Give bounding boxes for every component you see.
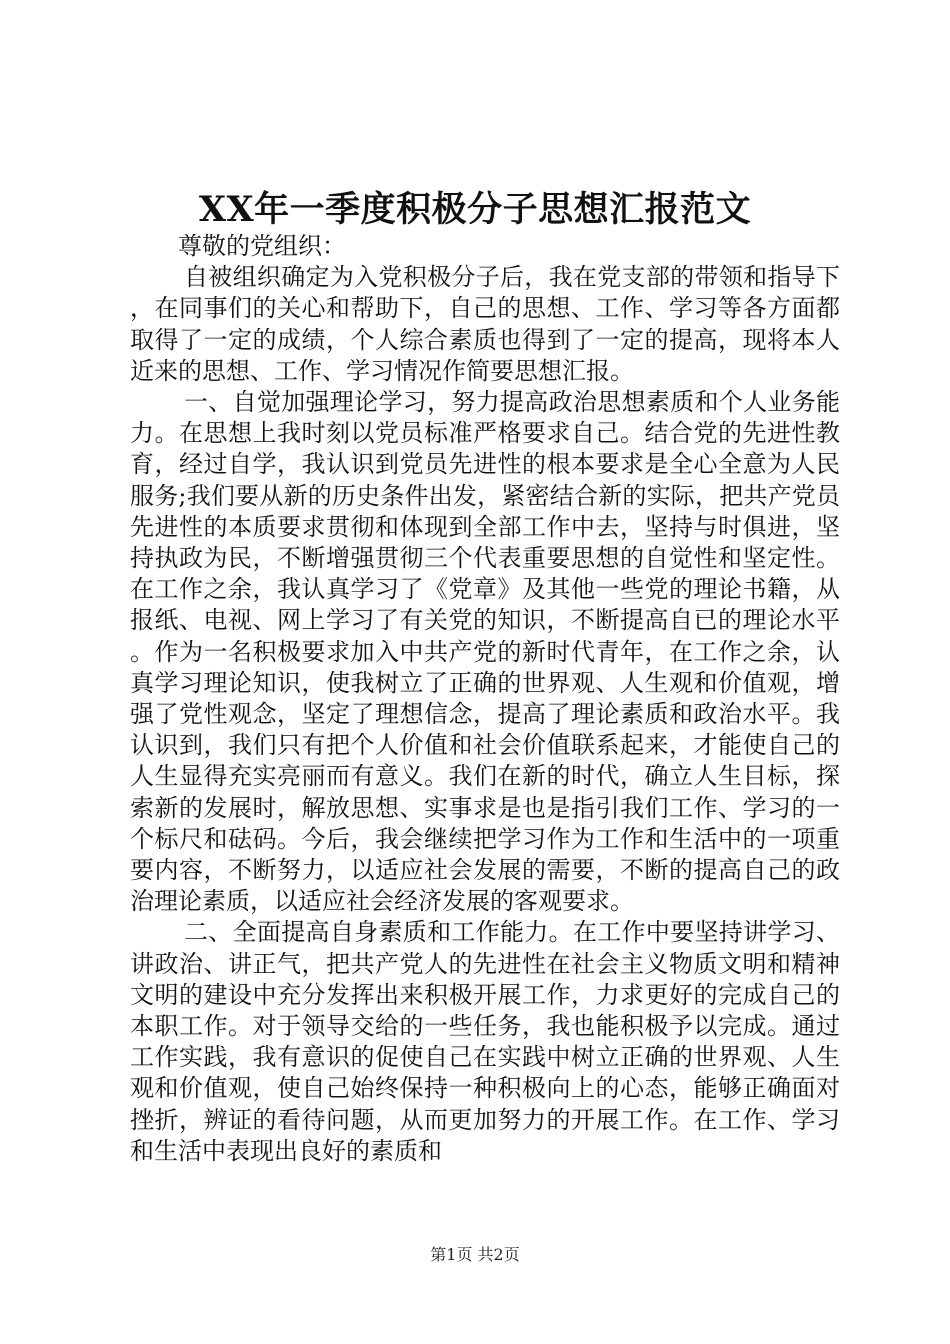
document-title: XX年一季度积极分子思想汇报范文 bbox=[198, 189, 752, 230]
paragraph-self-improvement: 二、全面提高自身素质和工作能力。在工作中要坚持讲学习、讲政治、讲正气，把共产党人的先进性在社会主义物质文明和精神文明的建设中充分发挥出来积极开展工作，力求更好的完成自己的本职工作。对于领导交给的一些任务，我也能积极予以完成。通过工作实践，我有意识的促使自己在实践中树立正确的世界观、人生观和价值观，使自己始终保持一种积极向上的心态，能够正确面对挫折，辨证的看待问题，从而更加努力的开展工作。在工作、学习和生活中表现出良好的素质和 bbox=[130, 918, 840, 1165]
paragraph-theory-study: 一、自觉加强理论学习，努力提高政治思想素质和个人业务能力。在思想上我时刻以党员标准严格要求自己。结合党的先进性教育，经过自学，我认识到党员先进性的根本要求是全心全意为人民服务;我们要从新的历史条件出发，紧密结合新的实际，把共产党员先进性的本质要求贯彻和体现到全部工作中去，坚持与时俱进，坚持执政为民，不断增强贯彻三个代表重要思想的自觉性和坚定性。在工作之余，我认真学习了《党章》及其他一些党的理论书籍，从报纸、电视、网上学习了有关党的知识，不断提高自已的理论水平。作为一名积极要求加入中共产党的新时代青年，在工作之余，认真学习理论知识，使我树立了正确的世界观、人生观和价值观，增强了党性观念，坚定了理想信念，提高了理论素质和政治水平。我认识到，我们只有把个人价值和社会价值联系起来，才能使自己的人生显得充实亮丽而有意义。我们在新的时代，确立人生目标，探索新的发展时，解放思想、实事求是也是指引我们工作、学习的一个标尺和砝码。今后，我会继续把学习作为工作和生活中的一项重要内容，不断努力，以适应社会发展的需要，不断的提高自己的政治理论素质，以适应社会经济发展的客观要求。 bbox=[130, 388, 840, 916]
page-number-footer: 第1页 共2页 bbox=[430, 1245, 520, 1264]
paragraph-intro: 自被组织确定为入党积极分子后，我在党支部的带领和指导下，在同事们的关心和帮助下，自己的思想、工作、学习等各方面都取得了一定的成绩，个人综合素质也得到了一定的提高，现将本人近来的思想、工作、学习情况作简要思想汇报。 bbox=[130, 263, 840, 385]
document-body bbox=[130, 231, 840, 1167]
salutation: 尊敬的党组织： bbox=[178, 232, 346, 260]
